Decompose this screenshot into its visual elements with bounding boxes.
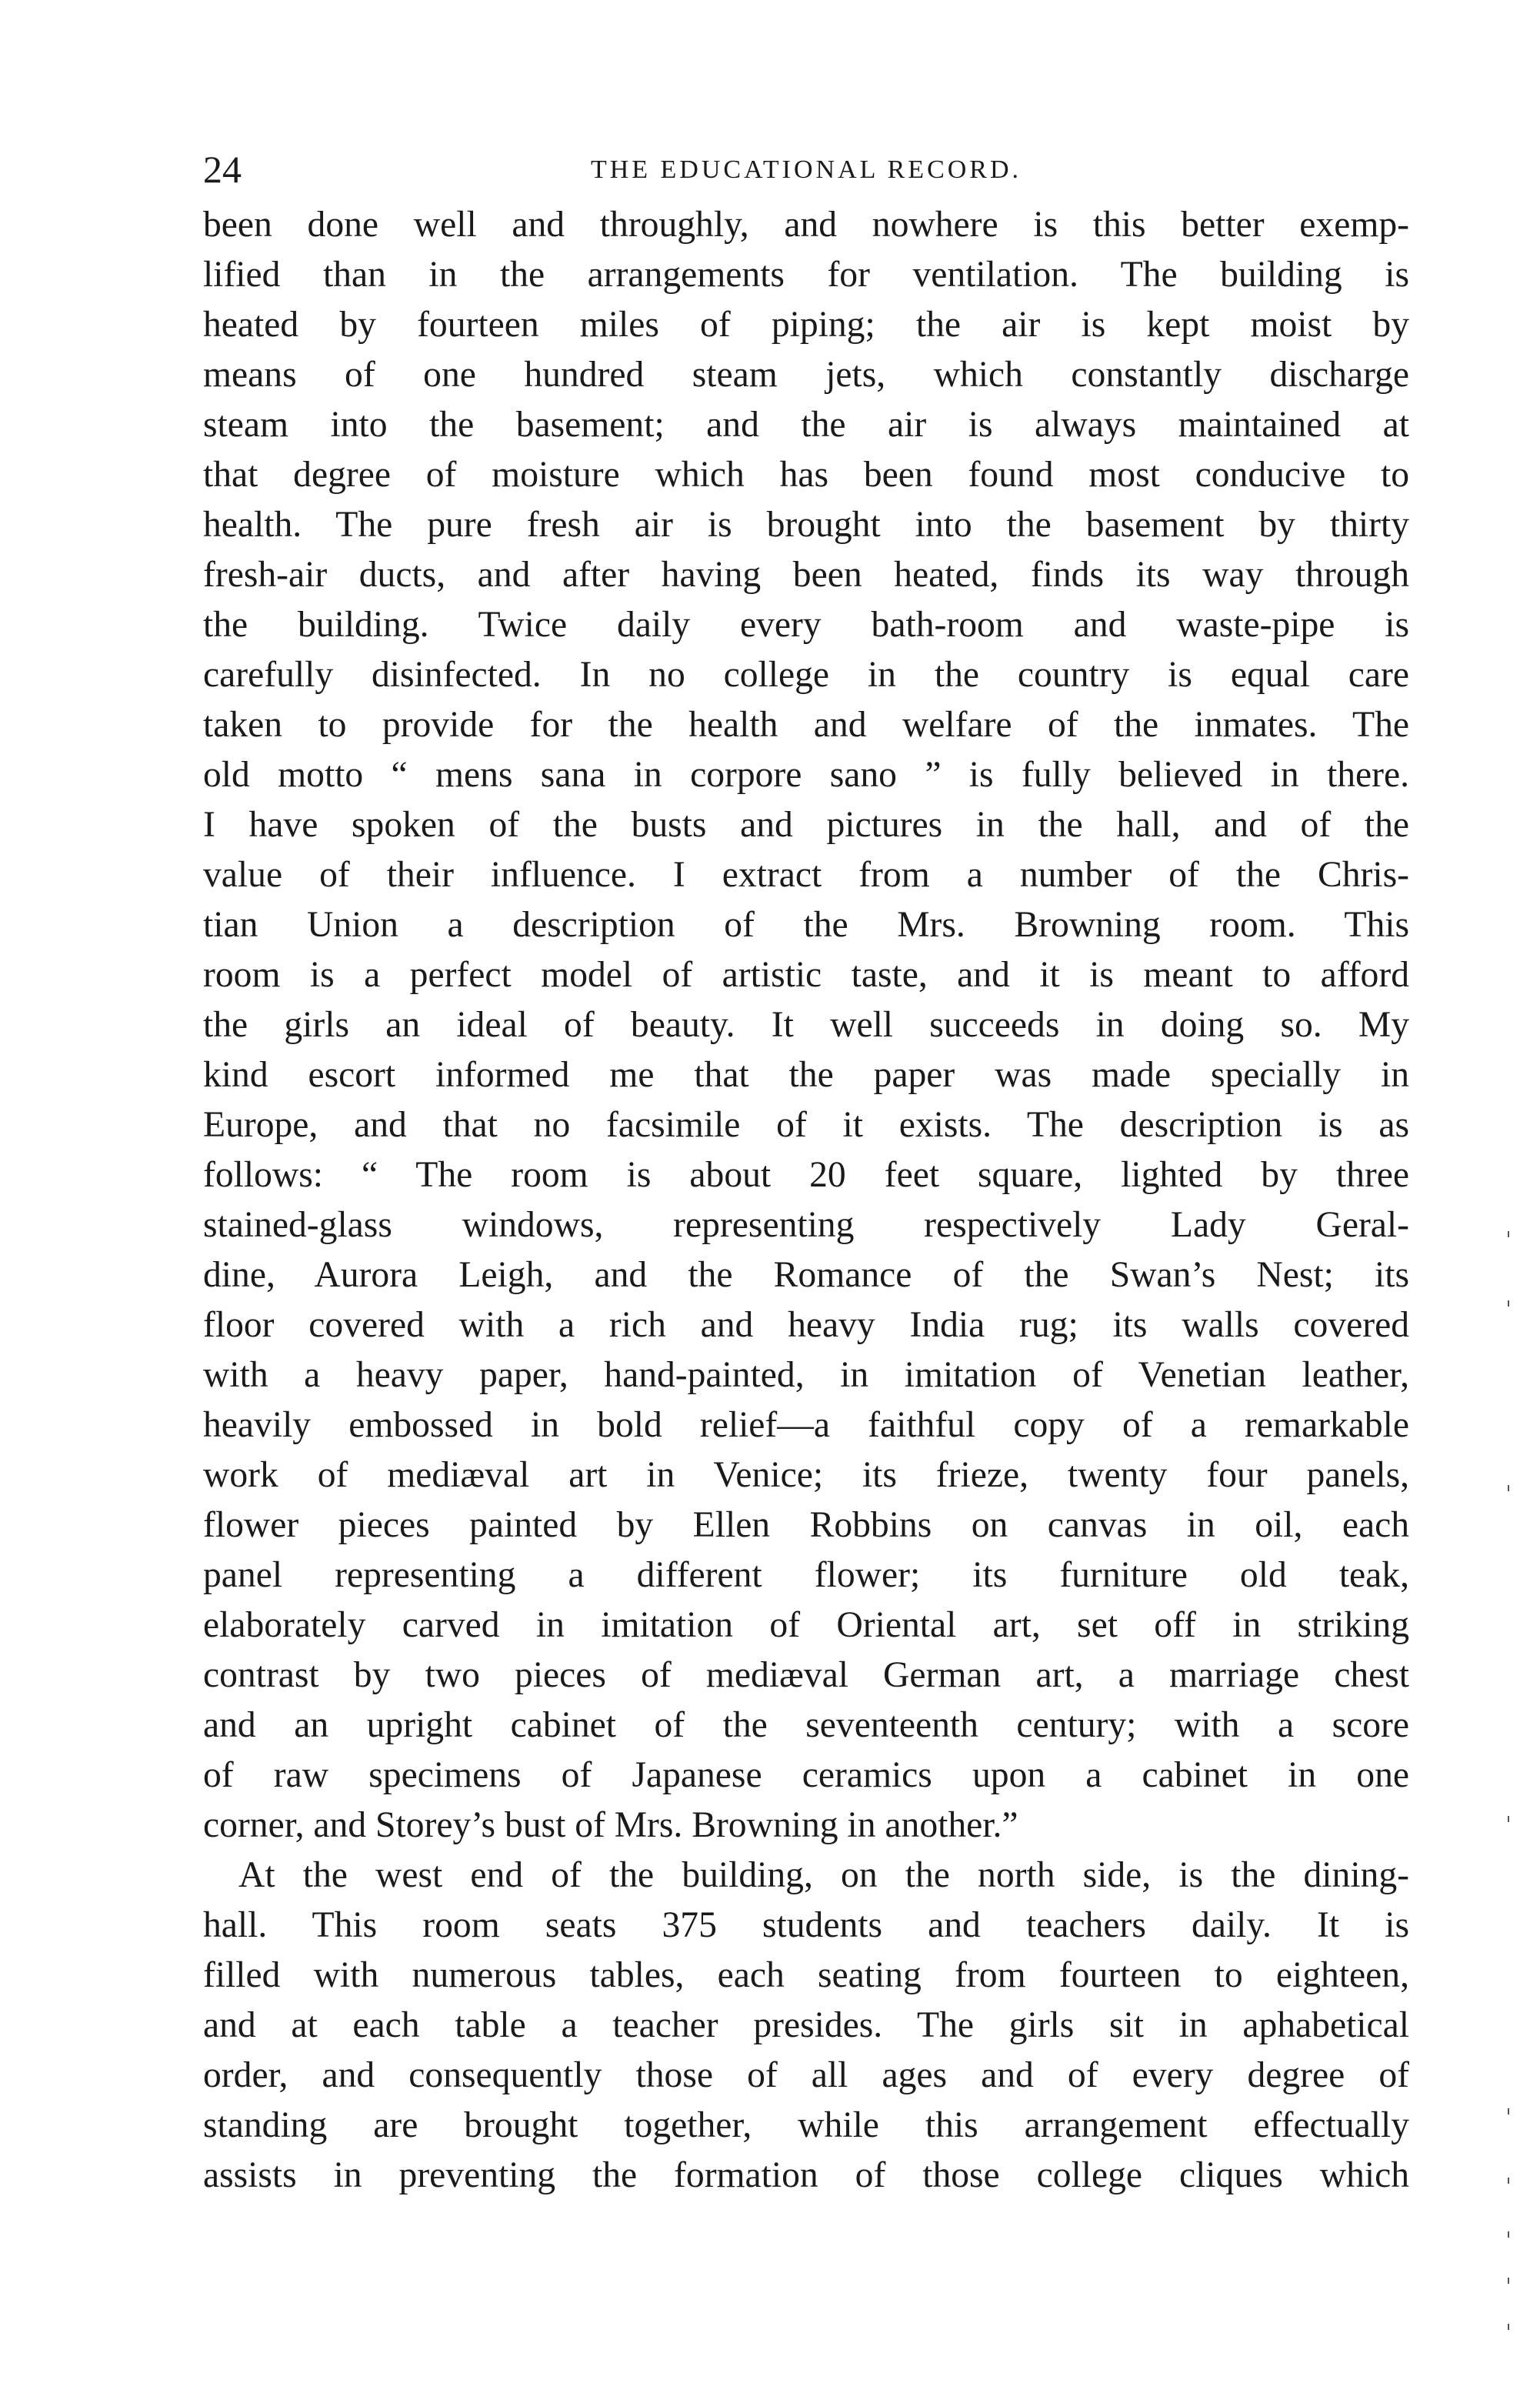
text-line: health. The pure fresh air is brought into the basement by thirty bbox=[203, 505, 1409, 545]
text-line: kind escort informed me that the paper was made specially in bbox=[203, 1055, 1409, 1095]
text-line: fresh-air ducts, and after having been heated, finds its way through bbox=[203, 555, 1409, 595]
text-line: and an upright cabinet of the seventeenth century; with a score bbox=[203, 1705, 1409, 1745]
margin-speck bbox=[1508, 2324, 1509, 2330]
paragraph-ventilation bbox=[203, 200, 1409, 1851]
text-line: filled with numerous tables, each seating from fourteen to eighteen, bbox=[203, 1955, 1409, 1995]
margin-speck bbox=[1508, 1231, 1509, 1237]
text-line: dine, Aurora Leigh, and the Romance of the Swan’s Nest; its bbox=[203, 1255, 1409, 1295]
text-line: stained-glass windows, representing respectively Lady Geral- bbox=[203, 1205, 1409, 1245]
text-line: follows: “ The room is about 20 feet square, lighted by three bbox=[203, 1155, 1409, 1195]
text-line: taken to provide for the health and welfare of the inmates. The bbox=[203, 705, 1409, 745]
text-line: means of one hundred steam jets, which constantly discharge bbox=[203, 355, 1409, 395]
margin-specks bbox=[1508, 1231, 1515, 2347]
text-line: the building. Twice daily every bath-room and waste-pipe is bbox=[203, 605, 1409, 645]
text-line: heated by fourteen miles of piping; the air is kept moist by bbox=[203, 305, 1409, 345]
text-line: of raw specimens of Japanese ceramics upon a cabinet in one bbox=[203, 1755, 1409, 1795]
text-line: room is a perfect model of artistic taste, and it is meant to afford bbox=[203, 955, 1409, 995]
body-text bbox=[203, 200, 1409, 2201]
margin-speck bbox=[1508, 2278, 1509, 2284]
text-line: steam into the basement; and the air is always maintained at bbox=[203, 405, 1409, 445]
text-line: heavily embossed in bold relief—a faithful copy of a remarkable bbox=[203, 1405, 1409, 1445]
book-page bbox=[203, 146, 1409, 2201]
text-line: value of their influence. I extract from a number of the Chris- bbox=[203, 855, 1409, 895]
text-line: panel representing a different flower; its furniture old teak, bbox=[203, 1555, 1409, 1595]
margin-speck bbox=[1508, 2178, 1509, 2184]
text-line: elaborately carved in imitation of Oriental art, set off in striking bbox=[203, 1605, 1409, 1645]
text-line: hall. This room seats 375 students and teachers daily. It is bbox=[203, 1905, 1409, 1945]
text-line: contrast by two pieces of mediæval German art, a marriage chest bbox=[203, 1655, 1409, 1695]
text-line: At the west end of the building, on the north side, is the dining- bbox=[238, 1855, 1409, 1895]
text-line: the girls an ideal of beauty. It well succeeds in doing so. My bbox=[203, 1005, 1409, 1045]
text-line: work of mediæval art in Venice; its frieze, twenty four panels, bbox=[203, 1455, 1409, 1495]
text-line: lified than in the arrangements for ventilation. The building is bbox=[203, 255, 1409, 295]
running-header bbox=[203, 146, 1409, 200]
text-line: that degree of moisture which has been found most conducive to bbox=[203, 455, 1409, 495]
margin-speck bbox=[1508, 1816, 1509, 1822]
text-line: corner, and Storey’s bust of Mrs. Browning in another.” bbox=[203, 1805, 1018, 1845]
text-line: Europe, and that no facsimile of it exists. The description is as bbox=[203, 1105, 1409, 1145]
text-line: been done well and throughly, and nowhere is this better exemp- bbox=[203, 205, 1409, 245]
text-line: standing are brought together, while this arrangement effectually bbox=[203, 2105, 1409, 2145]
text-line: I have spoken of the busts and pictures in the hall, and of the bbox=[203, 805, 1409, 845]
text-line: carefully disinfected. In no college in the country is equal care bbox=[203, 655, 1409, 695]
running-title: THE EDUCATIONAL RECORD. bbox=[590, 155, 1022, 184]
margin-speck bbox=[1508, 1485, 1509, 1491]
text-line: assists in preventing the formation of those college cliques which bbox=[203, 2155, 1409, 2195]
text-line: with a heavy paper, hand-painted, in imitation of Venetian leather, bbox=[203, 1355, 1409, 1395]
margin-speck bbox=[1508, 2108, 1509, 2114]
margin-speck bbox=[1508, 2231, 1509, 2238]
margin-speck bbox=[1508, 1300, 1509, 1307]
text-line: and at each table a teacher presides. The girls sit in aphabetical bbox=[203, 2005, 1409, 2045]
text-line: floor covered with a rich and heavy India rug; its walls covered bbox=[203, 1305, 1409, 1345]
text-line: tian Union a description of the Mrs. Browning room. This bbox=[203, 905, 1409, 945]
paragraph-dining-hall bbox=[203, 1851, 1409, 2201]
page-number: 24 bbox=[203, 148, 242, 191]
text-line: order, and consequently those of all ages and of every degree of bbox=[203, 2055, 1409, 2095]
text-line: flower pieces painted by Ellen Robbins on canvas in oil, each bbox=[203, 1505, 1409, 1545]
text-line: old motto “ mens sana in corpore sano ” is fully believed in there. bbox=[203, 755, 1409, 795]
